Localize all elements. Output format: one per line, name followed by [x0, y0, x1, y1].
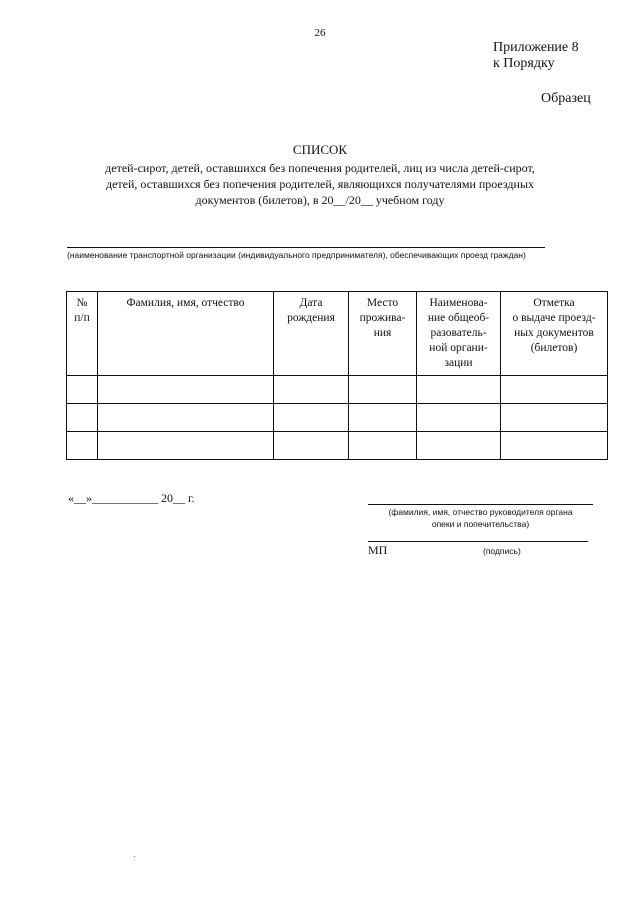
- table-cell[interactable]: [501, 404, 608, 432]
- page-number: 26: [314, 27, 326, 39]
- date-field: «__»___________ 20__ г.: [68, 491, 195, 505]
- table-cell[interactable]: [417, 404, 501, 432]
- org-name-caption: (наименование транспортной организации (индивидуального предпринимателя), обеспечивающих проезд граждан): [67, 250, 526, 260]
- appendix-note: [493, 40, 579, 72]
- header-birth-date: Дата рождения: [274, 292, 349, 376]
- table-cell[interactable]: [274, 404, 349, 432]
- appendix-line-1: Приложение 8: [493, 40, 579, 55]
- appendix-line-2: к Порядку: [493, 56, 555, 71]
- header-school-name: Наименова- ние общеоб- разователь- ной органи- зации: [417, 292, 501, 376]
- table-cell[interactable]: [98, 432, 274, 460]
- table-row: [67, 432, 608, 460]
- table-cell[interactable]: [349, 376, 417, 404]
- table-row: [67, 404, 608, 432]
- sample-label: Образец: [541, 91, 591, 106]
- table-cell[interactable]: [98, 376, 274, 404]
- children-list-table: [66, 291, 608, 460]
- signature-line: [368, 541, 588, 542]
- document-title-block: [60, 142, 580, 208]
- table-row: [67, 376, 608, 404]
- head-name-line: [368, 504, 593, 505]
- table-cell[interactable]: [501, 432, 608, 460]
- table-cell[interactable]: [98, 404, 274, 432]
- signature-caption: (подпись): [483, 546, 521, 556]
- title-line-2: детей, оставшихся без попечения родителей, являющихся получателями проездных: [105, 177, 535, 191]
- stamp-label: МП: [368, 543, 388, 557]
- title-line-1: детей-сирот, детей, оставшихся без попечения родителей, лиц из числа детей-сирот,: [105, 161, 535, 175]
- table-cell[interactable]: [274, 376, 349, 404]
- table-header-row: [67, 292, 608, 376]
- table-cell[interactable]: [349, 432, 417, 460]
- document-title: СПИСОК: [292, 142, 348, 157]
- org-name-line: [67, 247, 545, 248]
- table-cell[interactable]: [67, 404, 98, 432]
- table-cell[interactable]: [501, 376, 608, 404]
- table-cell[interactable]: [417, 432, 501, 460]
- scan-speck: [134, 856, 135, 857]
- table-cell[interactable]: [274, 432, 349, 460]
- title-line-3: документов (билетов), в 20__/20__ учебном году: [195, 193, 445, 207]
- table-cell[interactable]: [67, 376, 98, 404]
- table-cell[interactable]: [67, 432, 98, 460]
- head-name-caption: (фамилия, имя, отчество руководителя органа опеки и попечительства): [388, 507, 573, 529]
- table-cell[interactable]: [417, 376, 501, 404]
- table-cell[interactable]: [349, 404, 417, 432]
- header-full-name: Фамилия, имя, отчество: [98, 292, 274, 376]
- header-residence: Место прожива- ния: [349, 292, 417, 376]
- header-ticket-mark: Отметка о выдаче проезд- ных документов (билетов): [501, 292, 608, 376]
- header-number: № п/п: [67, 292, 98, 376]
